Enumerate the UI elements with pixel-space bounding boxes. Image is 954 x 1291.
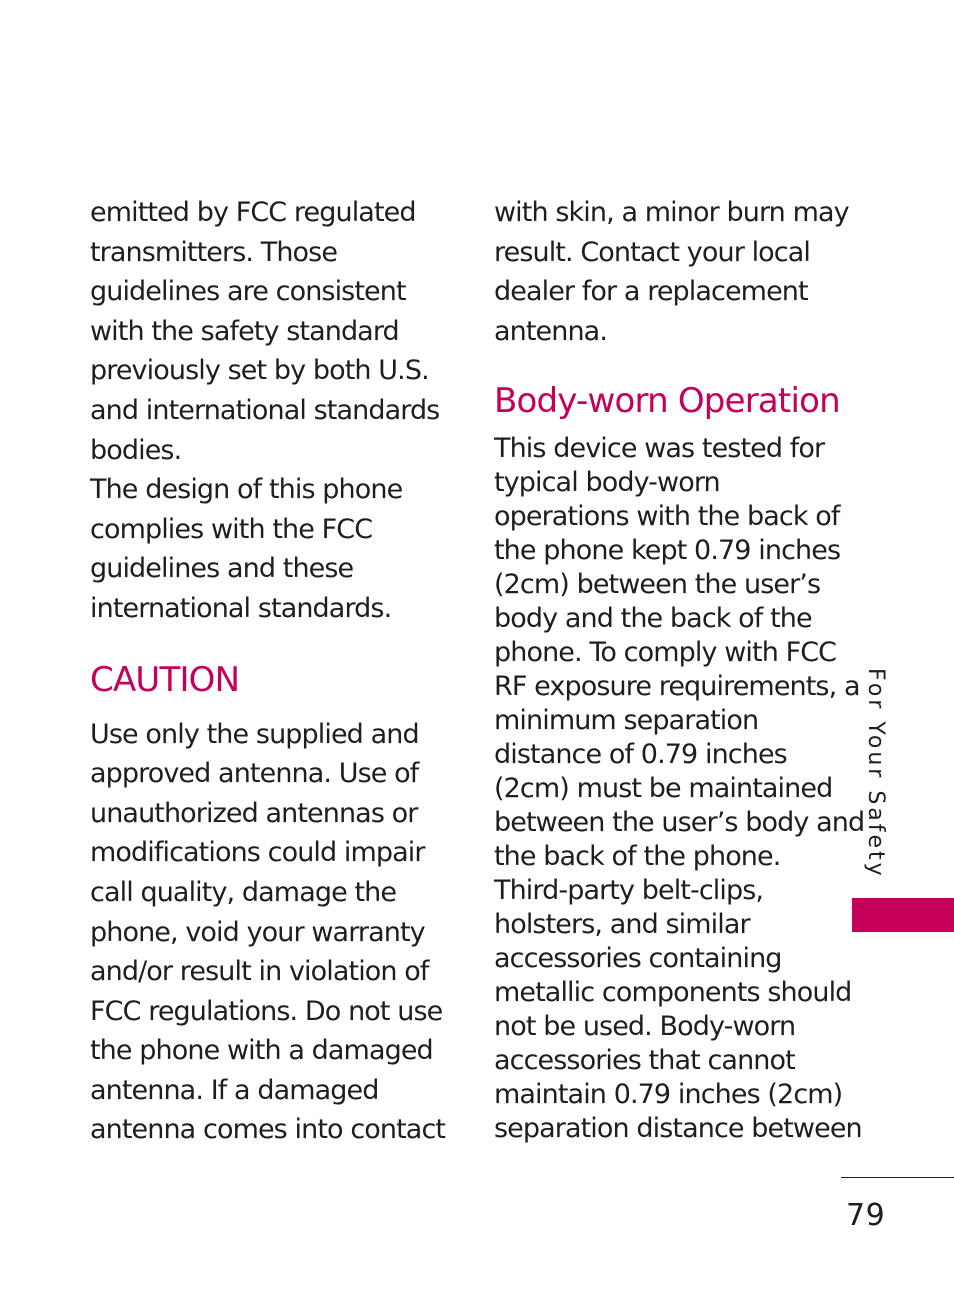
text-line: complies with the FCC bbox=[90, 513, 373, 545]
continued-paragraph bbox=[494, 193, 849, 351]
text-line: distance of 0.79 inches bbox=[494, 739, 787, 771]
text-line: bodies. bbox=[90, 434, 182, 466]
text-line: not be used. Body-worn bbox=[494, 1011, 796, 1043]
text-line: the back of the phone. bbox=[494, 841, 781, 873]
text-line: typical body-worn bbox=[494, 467, 720, 499]
footer-divider bbox=[841, 1177, 954, 1178]
body-worn-paragraph bbox=[494, 432, 865, 1146]
caution-paragraph bbox=[90, 715, 445, 1151]
text-line: antenna. If a damaged bbox=[90, 1074, 379, 1106]
right-column bbox=[494, 193, 865, 1146]
text-line: with the safety standard bbox=[90, 315, 399, 347]
caution-heading: CAUTION bbox=[90, 659, 240, 700]
text-line: holsters, and similar bbox=[494, 909, 750, 941]
text-line: guidelines are consistent bbox=[90, 276, 406, 308]
section-tab-marker bbox=[852, 898, 954, 932]
text-line: operations with the back of bbox=[494, 501, 840, 533]
intro-paragraph bbox=[90, 193, 445, 629]
section-tab-label: For Your Safety bbox=[863, 668, 888, 879]
text-line: emitted by FCC regulated bbox=[90, 197, 416, 228]
text-line: FCC regulations. Do not use bbox=[90, 995, 443, 1027]
text-line: (2cm) between the user’s bbox=[494, 569, 821, 601]
text-line: (2cm) must be maintained bbox=[494, 773, 833, 805]
page-number: 79 bbox=[846, 1198, 886, 1233]
text-line: Use only the supplied and bbox=[90, 718, 419, 750]
text-line: previously set by both U.S. bbox=[90, 355, 429, 387]
text-line: international standards. bbox=[90, 592, 392, 624]
text-line: This device was tested for bbox=[494, 433, 825, 465]
text-line: unauthorized antennas or bbox=[90, 797, 418, 829]
text-line: and/or result in violation of bbox=[90, 956, 429, 988]
text-line: separation distance between bbox=[494, 1113, 862, 1145]
text-line: the phone with a damaged bbox=[90, 1035, 433, 1067]
text-line: body and the back of the bbox=[494, 603, 812, 635]
text-line: guidelines and these bbox=[90, 553, 354, 585]
text-line: dealer for a replacement bbox=[494, 276, 808, 308]
text-line: the phone kept 0.79 inches bbox=[494, 535, 841, 567]
text-line: transmitters. Those bbox=[90, 236, 338, 268]
text-line: with skin, a minor burn may bbox=[494, 197, 849, 228]
left-column bbox=[90, 193, 445, 1150]
body-worn-operation-heading: Body-worn Operation bbox=[494, 381, 840, 422]
text-line: minimum separation bbox=[494, 705, 759, 737]
text-line: phone. To comply with FCC bbox=[494, 637, 837, 669]
text-line: RF exposure requirements, a bbox=[494, 671, 860, 703]
text-line: phone, void your warranty bbox=[90, 916, 425, 948]
text-line: The design of this phone bbox=[90, 474, 403, 506]
text-line: and international standards bbox=[90, 394, 440, 426]
text-line: between the user’s body and bbox=[494, 807, 865, 839]
text-line: result. Contact your local bbox=[494, 236, 810, 268]
text-line: modifications could impair bbox=[90, 837, 425, 869]
text-line: approved antenna. Use of bbox=[90, 758, 419, 790]
text-line: antenna comes into contact bbox=[90, 1114, 446, 1146]
text-line: antenna. bbox=[494, 315, 608, 347]
text-line: Third-party belt-clips, bbox=[494, 875, 764, 907]
text-line: maintain 0.79 inches (2cm) bbox=[494, 1079, 843, 1111]
text-line: accessories that cannot bbox=[494, 1045, 795, 1077]
text-line: metallic components should bbox=[494, 977, 852, 1009]
text-line: accessories containing bbox=[494, 943, 782, 975]
text-line: call quality, damage the bbox=[90, 876, 397, 908]
